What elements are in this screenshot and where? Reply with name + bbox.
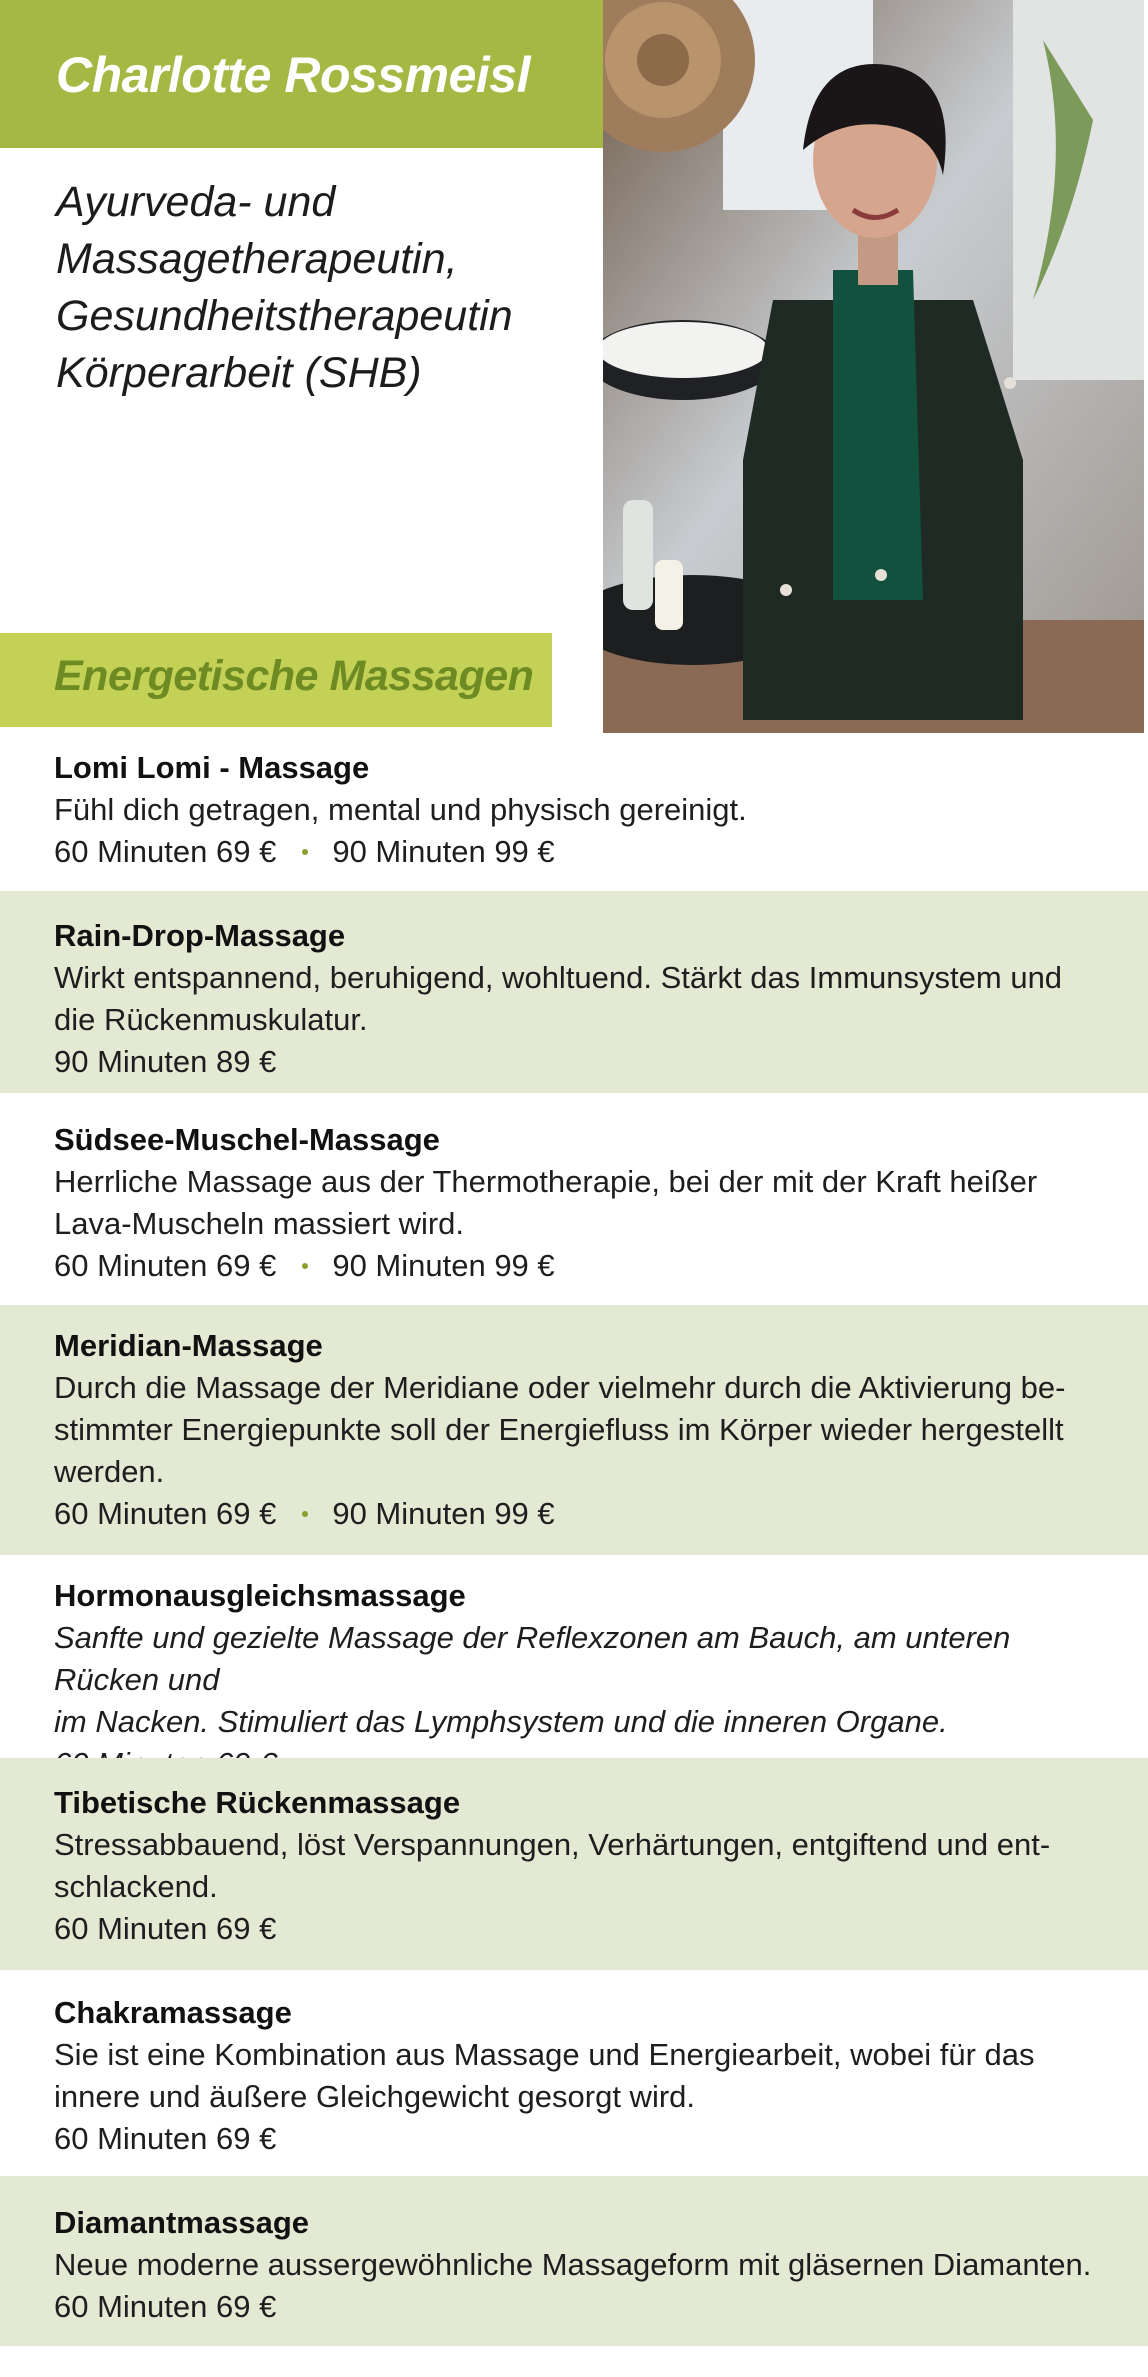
subtitle-line: Massagetherapeutin,: [56, 235, 458, 283]
description-line: Stressabbauend, löst Verspannungen, Verhärtungen, entgiftend und ent-: [54, 1827, 1051, 1862]
description-line: Lava-Muscheln massiert wird.: [54, 1206, 465, 1241]
description-line: Sie ist eine Kombination aus Massage und Energiearbeit, wobei für das: [54, 2037, 1035, 2072]
service-price: 90 Minuten 89 €: [54, 1044, 277, 1079]
price-option: 90 Minuten 99 €: [332, 834, 555, 869]
subtitle-line: Körperarbeit (SHB): [56, 349, 422, 397]
subtitle-line: Ayurveda- und: [56, 178, 336, 226]
service-item-meridian: [0, 1305, 1148, 1555]
service-description: Neue moderne aussergewöhnliche Massageform mit gläsernen Diamanten.: [54, 2247, 1092, 2282]
description-line: die Rückenmuskulatur.: [54, 1002, 368, 1037]
service-item-chakra: [0, 1970, 1148, 2176]
therapist-name: Charlotte Rossmeisl: [56, 47, 530, 103]
service-item-hormonausgleich: [0, 1555, 1148, 1758]
service-description: Fühl dich getragen, mental und physisch gereinigt.: [54, 792, 747, 827]
service-price: 60 Minuten 69 €: [54, 2289, 277, 2324]
service-price: [54, 1245, 1118, 1287]
service-description: [54, 1161, 1118, 1245]
service-item-lomi-lomi: [0, 733, 1148, 891]
description-line: werden.: [54, 1454, 165, 1489]
service-name: Südsee-Muschel-Massage: [54, 1122, 440, 1157]
description-line: schlackend.: [54, 1869, 218, 1904]
service-name: Meridian-Massage: [54, 1328, 323, 1363]
bullet-icon: [302, 849, 308, 855]
service-name: Lomi Lomi - Massage: [54, 750, 370, 785]
description-line: stimmter Energiepunkte soll der Energiefluss im Körper wieder hergestellt: [54, 1412, 1064, 1447]
description-line: Sanfte und gezielte Massage der Reflexzonen am Bauch, am unteren Rücken und: [54, 1620, 1011, 1697]
service-description: [54, 1617, 1118, 1743]
service-name: Rain-Drop-Massage: [54, 918, 346, 953]
description-line: Durch die Massage der Meridiane oder vielmehr durch die Aktivierung be-: [54, 1370, 1066, 1405]
service-item-rain-drop: [0, 891, 1148, 1093]
service-price: 60 Minuten 69 €: [54, 1911, 277, 1946]
bullet-icon: [302, 1263, 308, 1269]
subtitle-line: Gesundheitstherapeutin: [56, 292, 513, 340]
description-line: innere und äußere Gleichgewicht gesorgt wird.: [54, 2079, 696, 2114]
bullet-icon: [302, 1511, 308, 1517]
description-line: Wirkt entspannend, beruhigend, wohltuend. Stärkt das Immunsystem und: [54, 960, 1063, 995]
description-line: im Nacken. Stimuliert das Lymphsystem und die inneren Organe.: [54, 1704, 948, 1739]
price-option: 90 Minuten 99 €: [332, 1496, 555, 1531]
service-price: 60 Minuten 69 €: [54, 2121, 277, 2156]
service-name: Chakramassage: [54, 1995, 292, 2030]
service-description: [54, 2034, 1118, 2118]
service-name: Tibetische Rückenmassage: [54, 1785, 461, 1820]
service-list: [0, 733, 1148, 2346]
service-price: [54, 831, 1118, 873]
section-title: Energetische Massagen: [54, 652, 534, 700]
price-option: 60 Minuten 69 €: [54, 1248, 277, 1283]
therapist-photo: [603, 0, 1144, 733]
service-name: Diamantmassage: [54, 2205, 310, 2240]
service-name: Hormonausgleichsmassage: [54, 1578, 466, 1613]
service-price: [54, 1493, 1118, 1535]
service-item-tibetische: [0, 1758, 1148, 1970]
price-option: 60 Minuten 69 €: [54, 834, 277, 869]
price-option: 90 Minuten 99 €: [332, 1248, 555, 1283]
price-option: 60 Minuten 69 €: [54, 1496, 277, 1531]
therapist-subtitle: [56, 174, 596, 402]
service-description: [54, 1367, 1118, 1493]
service-item-suedsee-muschel: [0, 1093, 1148, 1305]
service-item-diamant: [0, 2176, 1148, 2346]
service-description: [54, 1824, 1118, 1908]
service-description: [54, 957, 1118, 1041]
description-line: Herrliche Massage aus der Thermotherapie, bei der mit der Kraft heißer: [54, 1164, 1038, 1199]
